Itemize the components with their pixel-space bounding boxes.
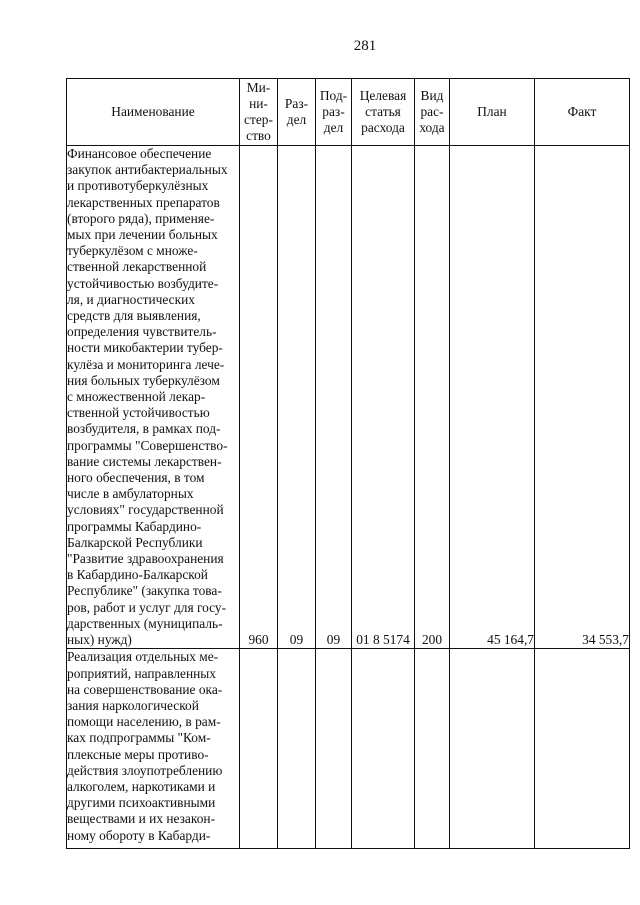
text-line: возбудителя, в рамках под-: [67, 421, 221, 437]
text-line: Под-: [319, 87, 348, 103]
row-ministry: [240, 649, 278, 849]
text-line: рас-: [420, 103, 444, 119]
row-section: [278, 649, 316, 849]
page-number: 281: [353, 38, 377, 54]
text-line: вание системы лекарствен-: [67, 453, 222, 469]
text-line: Балкарской Республики: [67, 534, 203, 550]
text-line: лекарственных препаратов: [67, 194, 220, 210]
text-line: ния больных туберкулёзом: [67, 372, 220, 388]
text-line: Реализация отдельных ме-: [67, 649, 219, 665]
row-subsection: 09: [316, 146, 352, 649]
text-line: веществами и их незакон-: [67, 811, 216, 827]
row-fact: [535, 649, 630, 849]
text-line: раз-: [322, 103, 345, 119]
text-line: средств для выявления,: [67, 308, 201, 324]
header-name: Наименование: [67, 79, 240, 146]
row-subsection: [316, 649, 352, 849]
text-line: ности микобактерии тубер-: [67, 340, 223, 356]
text-line: ного обеспечения, в том: [67, 470, 205, 486]
text-line: программы "Совершенство-: [67, 437, 228, 453]
text-line: стер-: [244, 112, 273, 127]
text-line: ному обороту в Кабарди-: [67, 827, 211, 843]
header-fact: Факт: [535, 79, 630, 146]
text-line: туберкулёзом с множе-: [67, 243, 198, 259]
text-line: в Кабардино-Балкарской: [67, 567, 208, 583]
text-line: ственной устойчивостью: [67, 405, 210, 421]
text-line: статья: [365, 103, 401, 119]
table-row: [67, 146, 630, 649]
text-line: с множественной лекар-: [67, 389, 206, 405]
row-expense-type: 200: [415, 146, 450, 649]
text-line: Вид: [420, 87, 444, 103]
header-plan: План: [450, 79, 535, 146]
text-line: расхода: [361, 120, 405, 136]
header-subsection: [316, 79, 352, 146]
text-line: дел: [323, 120, 344, 136]
text-line: ни-: [249, 95, 268, 111]
row-plan: [450, 649, 535, 849]
text-line: Раз-: [284, 95, 309, 111]
text-line: условиях" государственной: [67, 502, 224, 518]
text-line: роприятий, направленных: [67, 665, 216, 681]
text-line: плексные меры противо-: [67, 746, 209, 762]
text-line: Целевая: [359, 87, 407, 103]
text-line: алкоголем, наркотиками и: [67, 778, 216, 794]
text-line: на совершенствование ока-: [67, 681, 223, 697]
row-ministry: 960: [240, 146, 278, 649]
row-name: [67, 146, 240, 649]
text-line: ство: [246, 128, 271, 144]
text-line: ля, и диагностических: [67, 291, 195, 307]
header-ministry: [240, 79, 278, 146]
row-plan: 45 164,7: [450, 146, 535, 649]
table-header: [67, 79, 630, 146]
text-line: (второго ряда), применяе-: [67, 210, 215, 226]
text-line: Ми-: [246, 79, 271, 95]
text-line: определения чувствитель-: [67, 324, 217, 340]
text-line: ках подпрограммы "Ком-: [67, 730, 211, 746]
text-line: числе в амбулаторных: [67, 486, 194, 502]
text-line: ных) нужд): [67, 632, 132, 648]
row-name: [67, 649, 240, 849]
text-line: другими психоактивными: [67, 795, 216, 811]
text-line: хода: [419, 120, 445, 136]
row-fact: 34 553,7: [535, 146, 630, 649]
text-line: ров, работ и услуг для госу-: [67, 599, 227, 615]
text-line: "Развитие здравоохранения: [67, 551, 224, 567]
text-line: Республике" (закупка това-: [67, 583, 222, 599]
row-section: 09: [278, 146, 316, 649]
text-line: мых при лечении больных: [67, 227, 218, 243]
text-line: помощи населению, в рам-: [67, 714, 221, 730]
text-line: дарственных (муниципаль-: [67, 615, 223, 631]
row-expense-type: [415, 649, 450, 849]
text-line: программы Кабардино-: [67, 518, 202, 534]
table-row: [67, 649, 630, 849]
row-target-article: 01 8 5174: [352, 146, 415, 649]
row-target-article: [352, 649, 415, 849]
header-target-article: [352, 79, 415, 146]
header-expense-type: [415, 79, 450, 146]
text-line: закупок антибактериальных: [67, 162, 228, 178]
text-line: устойчивостью возбудите-: [67, 275, 219, 291]
text-line: действия злоупотреблению: [67, 762, 223, 778]
header-section: [278, 79, 316, 146]
budget-table: [66, 78, 630, 849]
text-line: Финансовое обеспечение: [67, 146, 212, 161]
text-line: зания наркологической: [67, 697, 199, 713]
text-line: кулёза и мониторинга лече-: [67, 356, 225, 372]
text-line: и противотуберкулёзных: [67, 178, 209, 194]
text-line: дел: [286, 112, 307, 127]
text-line: ственной лекарственной: [67, 259, 207, 275]
